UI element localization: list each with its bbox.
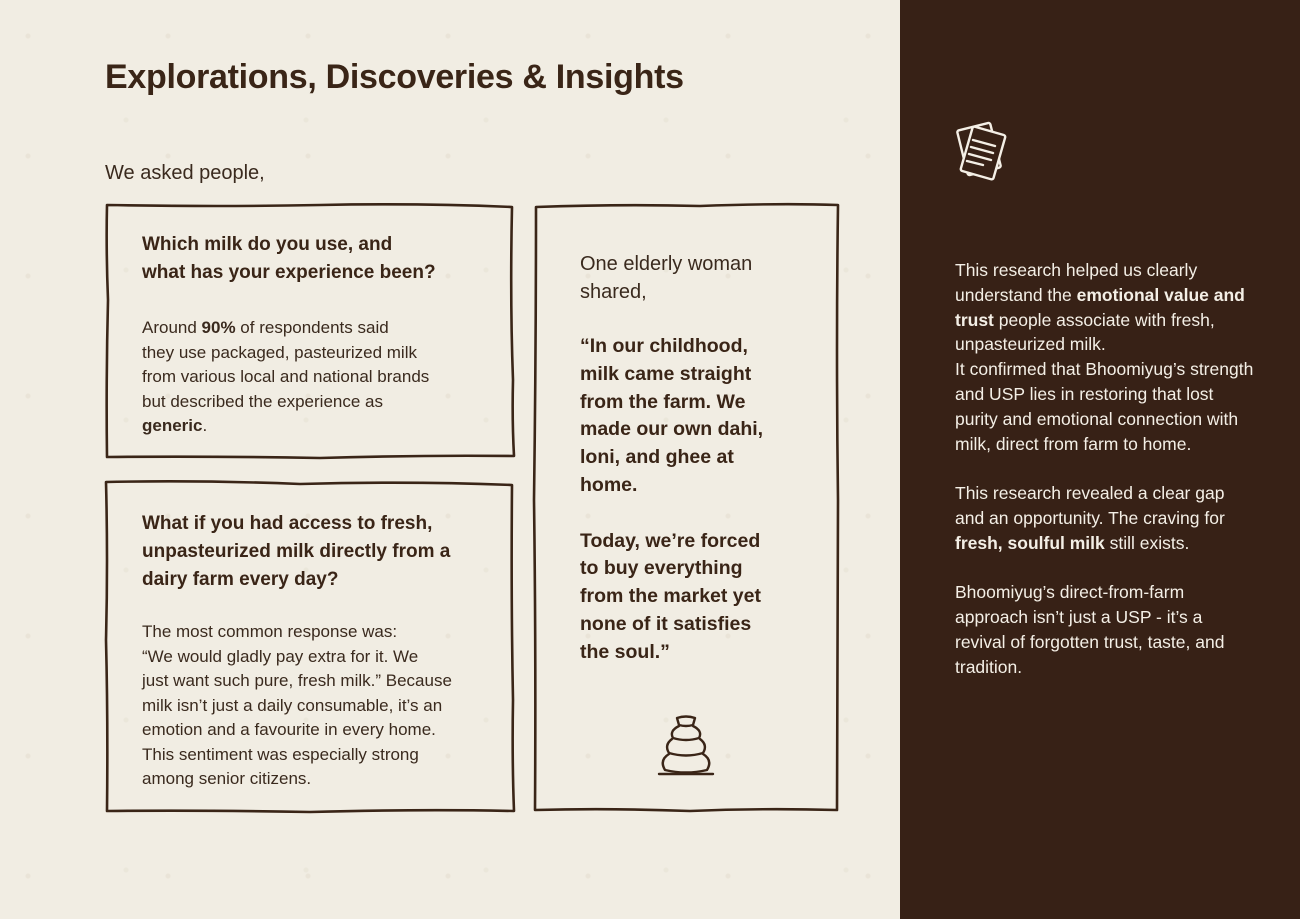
sidebar-highlight: emotional value and trust — [955, 284, 1245, 330]
sidebar-paragraph-2 — [955, 481, 1255, 555]
question-line: dairy farm every day? — [142, 569, 339, 590]
answer-line: among senior citizens. — [142, 769, 312, 788]
quote-line: made our own dahi, — [580, 418, 764, 441]
question-line: unpasteurized milk directly from a — [142, 541, 451, 562]
sidebar-text-run: This research helped us clearly understand the — [955, 260, 1198, 305]
answer-text: from various local and national brands — [142, 367, 430, 386]
quote-line: “In our childhood, — [580, 335, 748, 357]
answer-line: emotion and a favourite in every home. — [142, 720, 436, 739]
quote-line: milk came straight — [580, 362, 752, 385]
quote-line: none of it satisfies — [580, 612, 752, 635]
card-1-question — [142, 231, 487, 287]
question-line: Which milk do you use, and — [142, 234, 393, 255]
quote-part-1 — [580, 333, 820, 500]
answer-text: . — [202, 416, 208, 435]
answer-text: of respondents said — [235, 318, 389, 337]
quote-line: from the farm. We — [580, 390, 746, 413]
sidebar-text-run: still exists. — [1104, 532, 1190, 553]
card-3 — [580, 250, 820, 667]
answer-line: milk isn’t just a daily consumable, it’s an — [142, 695, 443, 715]
intro-text: We asked people, — [105, 162, 265, 184]
sidebar-paragraph-1 — [955, 258, 1255, 456]
answer-text: Around — [142, 318, 202, 337]
highlight-word: generic — [142, 416, 203, 435]
sidebar-paragraph-3: Bhoomiyug’s direct-from-farm approach isn’t just a USP - it’s a revival of forgotten trust, taste, and tradition. — [955, 582, 1225, 677]
quote-lead — [580, 250, 820, 306]
sidebar-text-run: This research revealed a clear gap and an opportunity. The craving for — [955, 483, 1225, 528]
card-1-answer — [142, 316, 487, 439]
quote-line: loni, and ghee at — [580, 446, 734, 469]
card-1 — [142, 231, 487, 439]
card-2-answer — [142, 620, 492, 792]
answer-line: This sentiment was especially strong — [142, 744, 419, 764]
highlight-percentage: 90% — [201, 318, 236, 337]
card-2-question — [142, 510, 492, 594]
stacked-pots-icon — [655, 712, 717, 778]
card-2 — [142, 510, 492, 792]
sidebar-text-run: It confirmed that Bhoomiyug’s strength and USP lies in restoring that lost purity and emotional connection with milk, direct from farm to home. — [955, 359, 1254, 454]
lead-line: shared, — [580, 281, 647, 303]
question-line: what has your experience been? — [142, 262, 436, 283]
lead-line: One elderly woman — [580, 253, 753, 275]
quote-line: from the market yet — [580, 585, 761, 608]
quote-line: the soul.” — [580, 640, 670, 663]
answer-line: “We would gladly pay extra for it. We — [142, 646, 419, 666]
question-line: What if you had access to fresh, — [142, 513, 433, 534]
answer-line: The most common response was: — [142, 622, 398, 641]
sidebar-text-run: people associate with fresh, unpasteurized milk. — [955, 309, 1215, 355]
documents-icon — [948, 118, 1014, 184]
quote-line: Today, we’re forced — [580, 529, 761, 552]
quote-part-2 — [580, 528, 820, 667]
quote-line: home. — [580, 473, 638, 496]
sidebar-text — [955, 258, 1255, 680]
sidebar-highlight: fresh, soulful milk — [955, 532, 1105, 553]
page-title: Explorations, Discoveries & Insights — [105, 58, 684, 96]
answer-text: they use packaged, pasteurized milk — [142, 342, 417, 362]
answer-text: but described the experience as — [142, 391, 383, 411]
answer-line: just want such pure, fresh milk.” Because — [142, 671, 452, 690]
quote-line: to buy everything — [580, 557, 743, 580]
